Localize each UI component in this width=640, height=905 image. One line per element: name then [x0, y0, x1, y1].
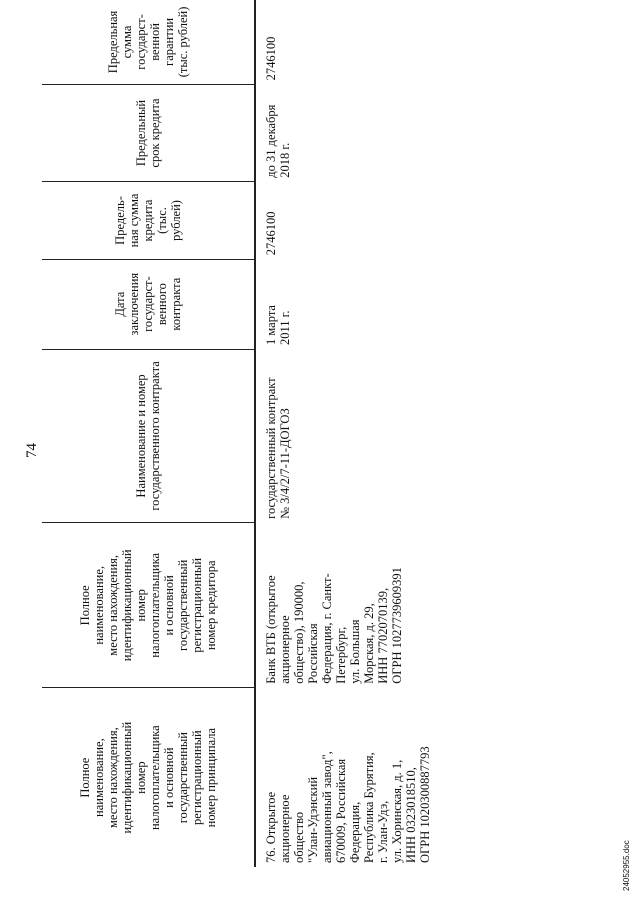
cell-contract-name: государственный контракт № 3/4/2/7-11-ДОГОЗ: [264, 377, 292, 519]
header-contract-name: Наименование и номер государственного контракта: [42, 349, 255, 523]
cell-credit-amount: 2746100: [264, 211, 278, 256]
header-principal: Полное наименование, место нахождения, идентификационный номер налогоплательщика и основной государственный регистрационный номер принципала: [42, 688, 255, 867]
cell-creditor: Банк ВТБ (открытое акционерное общество), 190000, Российская Федерация, г. Санкт- Петербург, ул. Большая Морская, д. 29, ИНН 7702070139, ОГРН 1027739609391: [264, 567, 404, 684]
table-row: [255, 0, 434, 867]
cell-credit-term: до 31 декабря 2018 г.: [264, 104, 292, 178]
header-creditor: Полное наименование, место нахождения, идентификационный номер налогоплательщика и основной государственный регистрационный номер кредитора: [42, 523, 255, 688]
cell-principal: 76. Открытое акционерное общество "Улан-Удэнский авиационный завод", 670009, Российская Федерация, Республика Бурятия, г. Улан-Удэ, ул. Хоринская, д. 1, ИНН 0323018510, ОГРН 1020300887793: [264, 746, 432, 863]
header-guarantee-amount: Предельная сумма государст- венной гарантии (тыс. рублей): [42, 0, 255, 84]
footer-document-code: 24052955.doc: [622, 840, 631, 891]
cell-contract-date: 1 марта 2011 г.: [264, 305, 292, 346]
cell-guarantee-amount: 2746100: [264, 36, 278, 81]
page-number: 74: [24, 443, 40, 458]
header-credit-term: Предельный срок кредита: [42, 84, 255, 181]
header-contract-date: Дата заключения государст- венного контракта: [42, 259, 255, 349]
header-credit-amount: Предель- ная сумма кредита (тыс. рублей): [42, 182, 255, 260]
table-header-row: [42, 0, 255, 867]
guarantee-table: [42, 0, 434, 867]
